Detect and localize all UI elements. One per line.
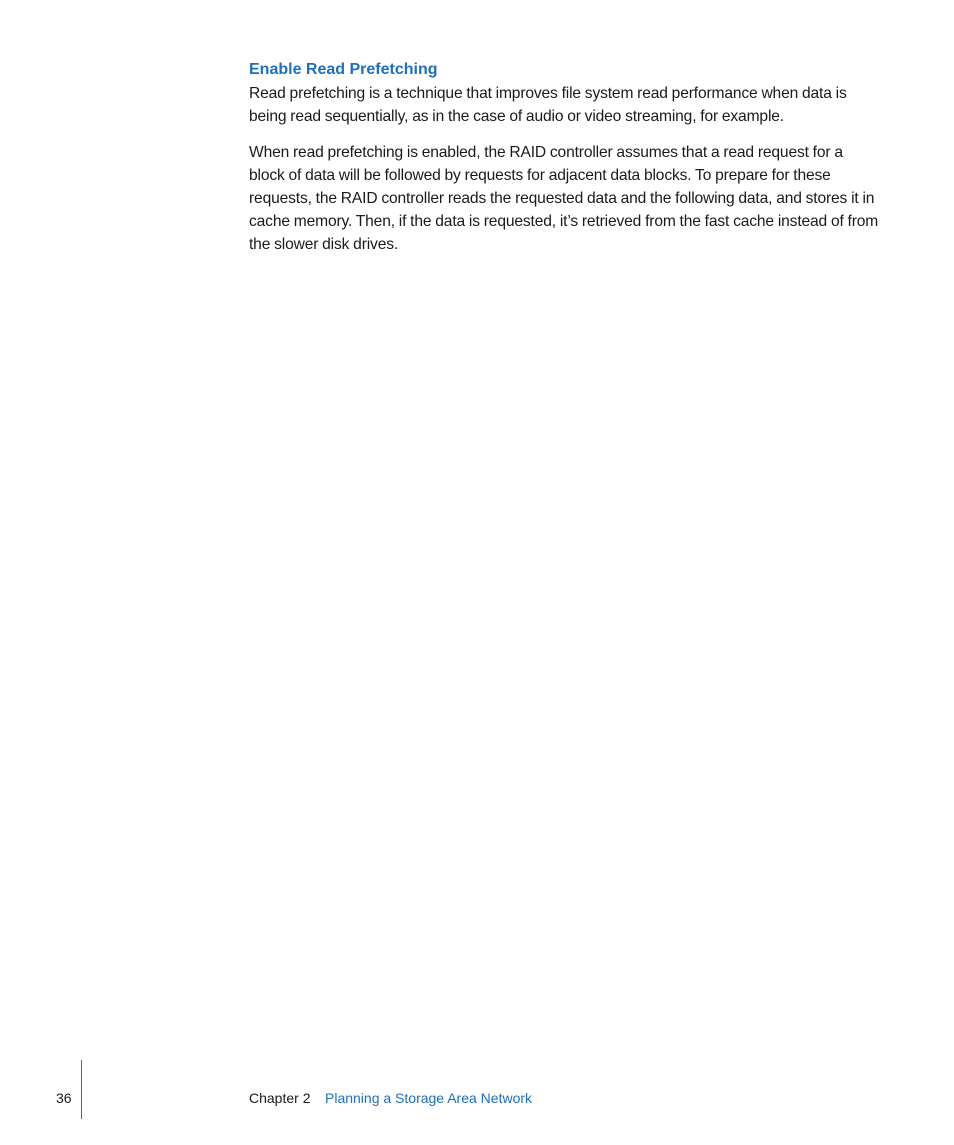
main-content: [249, 58, 879, 256]
page-number: 36: [56, 1090, 72, 1106]
chapter-label: Chapter 2: [249, 1090, 311, 1106]
body-paragraph-2: When read prefetching is enabled, the RAID controller assumes that a read request for a block of data will be followed by requests for adjacent data blocks. To prepare for these requests, the RAID controller reads the requested data and the following data, and stores it in cache memory. Then, if the data is requested, it’s retrieved from the fast cache instead of from the slower disk drives.: [249, 144, 879, 253]
body-paragraph-1: Read prefetching is a technique that improves file system read performance when data is being read sequentially, as in the case of audio or video streaming, for example.: [249, 85, 847, 125]
chapter-title-link[interactable]: Planning a Storage Area Network: [325, 1090, 533, 1106]
section-heading: Enable Read Prefetching: [249, 61, 438, 78]
footer-divider: [81, 1060, 82, 1119]
page-footer: [0, 1086, 954, 1145]
